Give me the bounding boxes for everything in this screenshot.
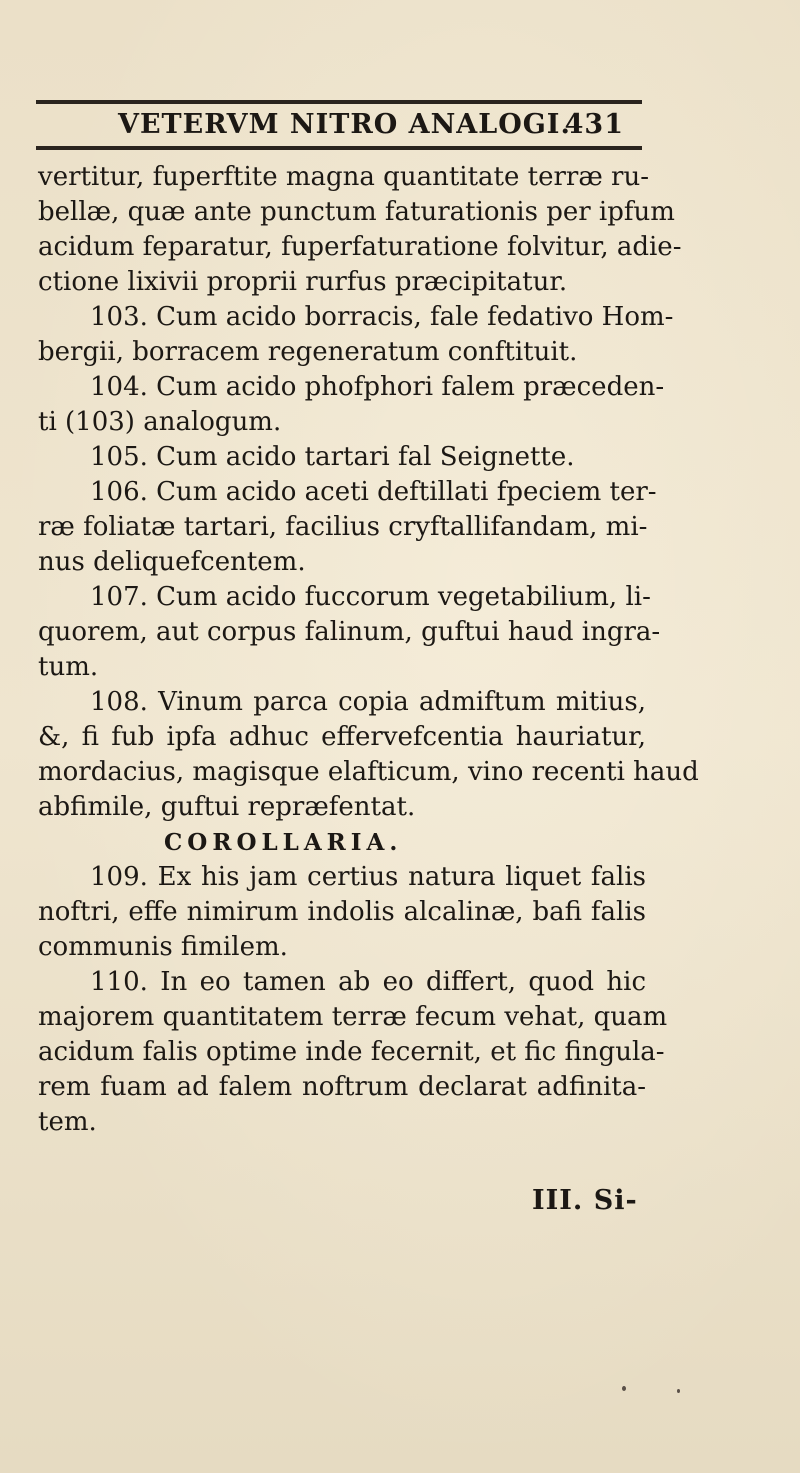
text-line: abfimile, guftui repræfentat. [38,792,416,822]
section-heading: COROLLARIA. [164,829,403,856]
body-text [38,160,699,1140]
header-rule-bottom [36,146,642,150]
catchword: III. Si- [532,1185,638,1216]
text-line: mordacius, magisque elafticum, vino recenti haud [38,757,699,787]
text-line: &, fi fub ipfa adhuc effervefcentia hauriatur, [38,722,646,752]
text-line: 105. Cum acido tartari fal Seignette. [90,442,575,472]
page-number: 431 [564,109,624,140]
ink-speck [677,1389,680,1393]
text-line: 110. In eo tamen ab eo differt, quod hic [90,967,646,997]
text-line: bellæ, quæ ante punctum faturationis per ipfum [38,197,675,227]
text-line: majorem quantitatem terræ fecum vehat, quam [38,1002,668,1032]
page-header [36,104,642,146]
text-line: communis fimilem. [38,932,288,962]
text-line: tum. [38,652,99,682]
text-line: acidum falis optime inde fecernit, et fic fingula- [38,1037,665,1067]
text-line: quorem, aut corpus falinum, guftui haud ingra- [38,617,661,647]
text-line: noftri, effe nimirum indolis alcalinæ, bafi falis [38,897,646,927]
text-line: bergii, borracem regeneratum conftituit. [38,337,578,367]
running-head: VETERVM NITRO ANALOGI. [118,109,571,140]
text-line: rem fuam ad falem noftrum declarat adfinita- [38,1072,646,1102]
text-line: tem. [38,1107,97,1137]
text-line: nus deliquefcentem. [38,547,306,577]
text-line: ræ foliatæ tartari, facilius cryftallifandam, mi- [38,512,648,542]
text-line: acidum feparatur, fuperfaturatione folvitur, adie- [38,232,682,262]
text-line: ti (103) analogum. [38,407,282,437]
ink-speck [622,1386,626,1391]
text-line: ctione lixivii proprii rurfus præcipitatur. [38,267,568,297]
text-line: 107. Cum acido fuccorum vegetabilium, li- [90,582,651,612]
text-line: 104. Cum acido phofphori falem præceden- [90,372,665,402]
text-line: 109. Ex his jam certius natura liquet falis [90,862,646,892]
text-line: 103. Cum acido borracis, fale fedativo Hom- [90,302,674,332]
text-line: vertitur, fuperftite magna quantitate terræ ru- [38,162,649,192]
text-line: 108. Vinum parca copia admiftum mitius, [90,687,646,717]
text-line: 106. Cum acido aceti deftillati fpeciem ter- [90,477,657,507]
